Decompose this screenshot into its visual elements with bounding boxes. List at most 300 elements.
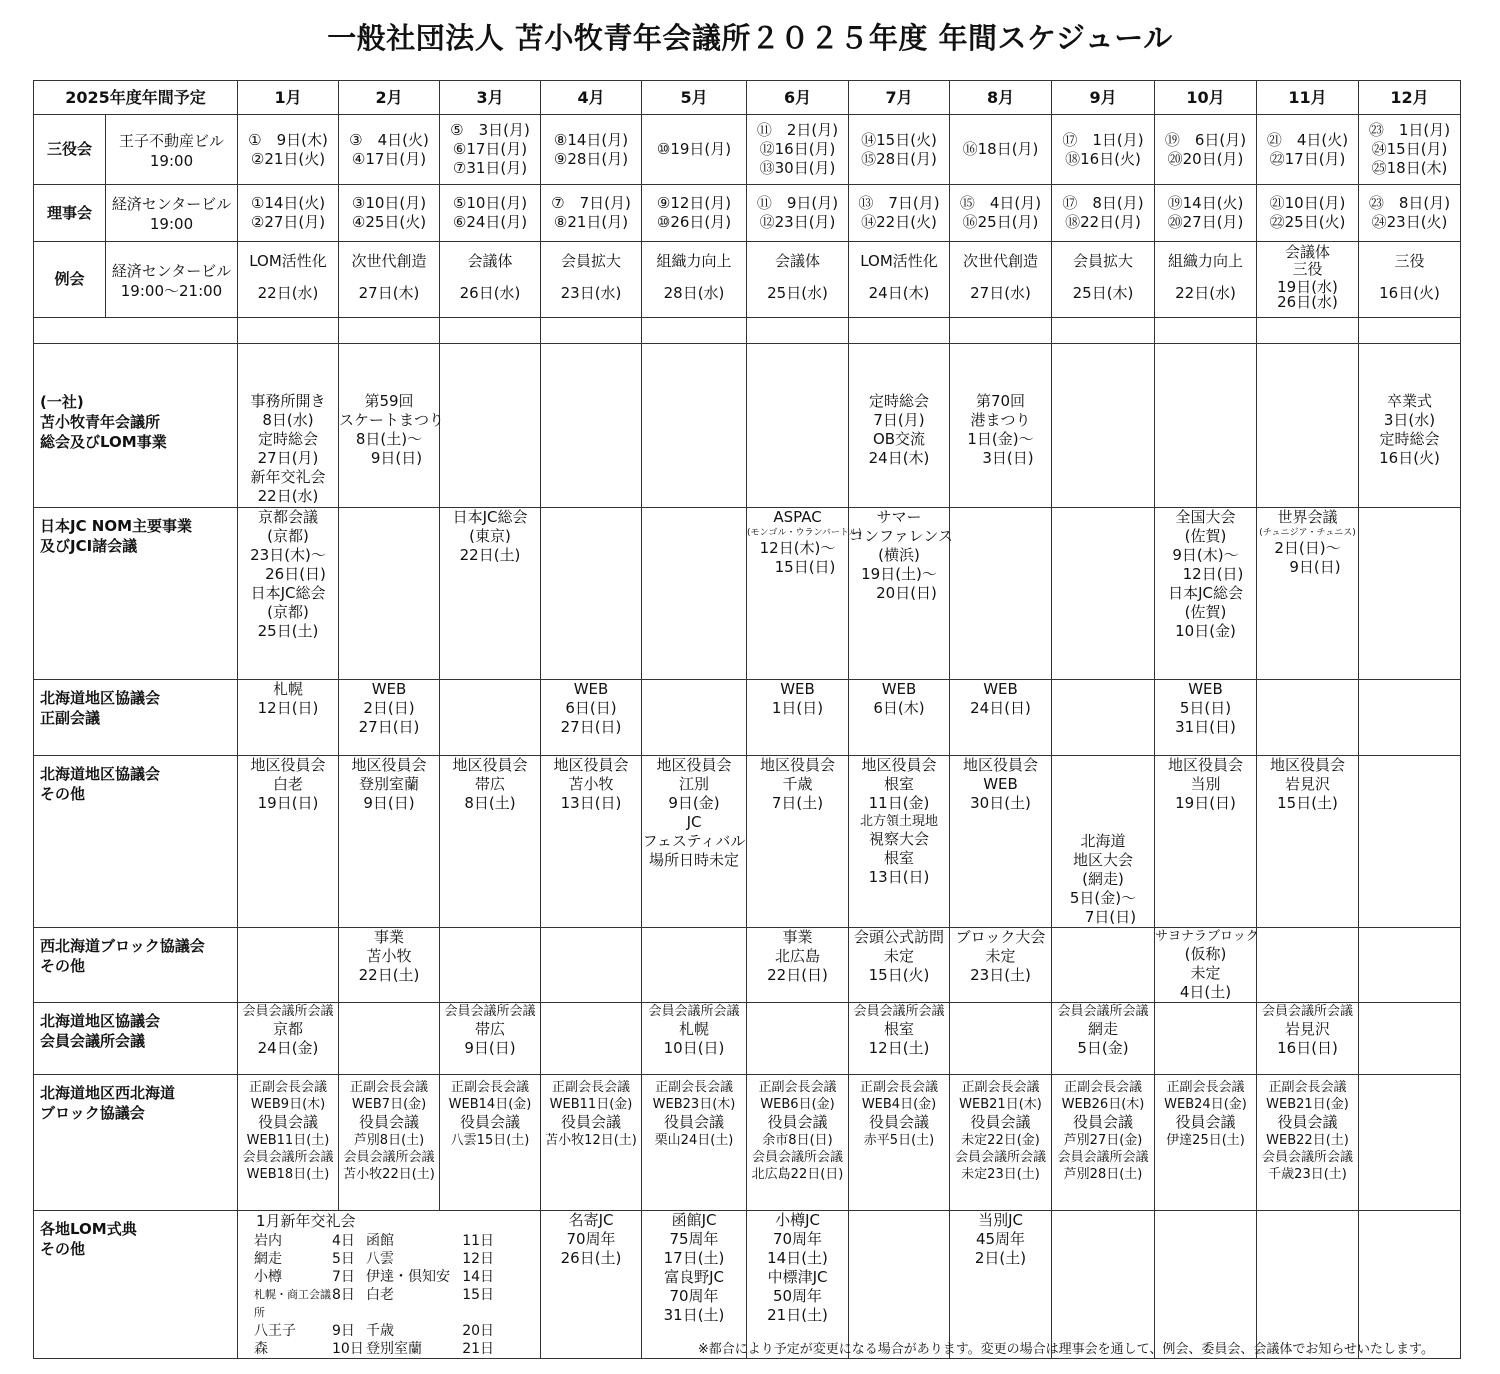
cell-line: 未定 — [884, 947, 915, 965]
reikai-cell — [238, 242, 339, 318]
event-cell — [339, 508, 440, 680]
event-cell — [950, 1075, 1052, 1211]
new-year-entry: 網走 — [254, 1251, 283, 1267]
cell-line: ブロック協議会 — [40, 1104, 145, 1122]
reikai-theme — [642, 242, 746, 280]
cell-line: 地区役員会 — [351, 756, 427, 774]
cell-line: 5日(金)～ — [1069, 889, 1137, 907]
cell-line: 未定 — [985, 947, 1016, 965]
cell-line: 及びJCI諸会議 — [40, 537, 138, 555]
meeting-date-cell — [1359, 115, 1461, 185]
new-year-entry: 千歳 — [366, 1323, 395, 1339]
new-year-entry: 5日 — [332, 1251, 355, 1267]
cell-line: 各地LOM式典 — [40, 1220, 137, 1238]
cell-line: 芦別8日(土) — [353, 1133, 425, 1148]
cell-line: 役員会議 — [1277, 1113, 1338, 1131]
new-year-entry: 21日 — [462, 1341, 495, 1357]
cell-line: 場所日時未定 — [649, 851, 740, 869]
cell-line: 港まつり — [970, 411, 1031, 429]
header-row — [34, 81, 1461, 115]
reikai-theme — [238, 242, 338, 280]
cell-line: 名寄JC — [568, 1211, 614, 1229]
cell-line: 19日(土)～ — [861, 565, 937, 583]
cell-line: 千歳 — [782, 775, 813, 793]
cell-line: 会員会議所会議 — [1262, 1004, 1354, 1019]
empty-cell — [339, 318, 440, 344]
cell-line: 北広島22日(日) — [751, 1167, 844, 1182]
cell-line: 正副会議 — [40, 709, 101, 727]
event-cell — [950, 928, 1052, 1003]
meeting-date-cell — [238, 185, 339, 242]
event-cell — [541, 1075, 642, 1211]
cell-line: 会員会議所会議 — [1057, 1150, 1149, 1165]
event-cell — [541, 508, 642, 680]
reikai-date — [1155, 280, 1256, 303]
cell-line: 9日(木)～ — [1172, 546, 1239, 564]
date-line: 22日(水) — [1175, 284, 1236, 302]
cell-line: 役員会議 — [767, 1113, 828, 1131]
month-header: 10月 — [1155, 81, 1257, 115]
date-line: 25日(木) — [1072, 284, 1134, 302]
theme-line: 組織力向上 — [656, 252, 732, 270]
month-header: 12月 — [1359, 81, 1461, 115]
lom-event-cell — [747, 1211, 849, 1359]
cell-line: ⑥24日(月) — [452, 213, 528, 231]
cell-line: 22日(土) — [358, 966, 420, 984]
cell-line: 正副会長会議 — [655, 1080, 734, 1095]
cell-line: ⑰ 1日(月) — [1062, 130, 1144, 149]
event-cell — [1359, 1075, 1461, 1211]
cell-line: 栗山24日(土) — [654, 1133, 734, 1148]
cell-line: 24日(金) — [257, 1039, 319, 1057]
meeting-date-cell — [950, 115, 1052, 185]
cell-line: 経済センタービル — [111, 195, 232, 213]
event-cell — [238, 344, 339, 508]
row-reikai — [34, 242, 1461, 318]
cell-line: ⑲ 6日(月) — [1164, 130, 1247, 149]
date-line: 28日(水) — [663, 284, 725, 302]
cell-line: 王子不動産ビル — [119, 131, 225, 150]
event-cell — [440, 344, 541, 508]
reikai-date — [238, 280, 338, 303]
event-cell — [1052, 508, 1155, 680]
category-row — [34, 756, 1461, 928]
meeting-date-cell — [339, 185, 440, 242]
cell-line: 15日(火) — [868, 966, 930, 984]
row-label: 例会 — [34, 242, 106, 318]
cell-line: 千歳23日(土) — [1268, 1167, 1347, 1182]
cell-line: 役員会議 — [869, 1113, 930, 1131]
cell-line: ㉕18日(木) — [1371, 159, 1448, 177]
event-cell — [1155, 1075, 1257, 1211]
cell-line: (佐賀) — [1184, 603, 1227, 621]
cell-line: ⑧14日(月) — [553, 130, 629, 149]
cell-line: ⑯25日(月) — [962, 213, 1039, 231]
new-year-entry: 12日 — [462, 1251, 495, 1267]
cell-line: 1日(日) — [771, 699, 824, 717]
cell-line: 北海道地区協議会 — [40, 765, 161, 783]
cell-line: 苫小牧青年会議所 — [40, 413, 161, 431]
empty-cell — [950, 318, 1052, 344]
cell-line: 西北海道ブロック協議会 — [40, 937, 205, 955]
cell-line: WEB — [983, 680, 1018, 698]
event-cell — [1257, 1075, 1359, 1211]
cell-line: 19日(日) — [257, 794, 319, 812]
cell-line: 赤平5日(土) — [863, 1133, 935, 1148]
cell-line: 地区役員会 — [452, 756, 528, 774]
venue-cell — [106, 185, 238, 242]
month-header: 1月 — [238, 81, 339, 115]
event-cell — [1359, 344, 1461, 508]
cell-line: 正副会長会議 — [249, 1080, 328, 1095]
cell-line: 京都会議 — [258, 508, 319, 526]
cell-line: 23日(木)～ — [250, 546, 326, 564]
event-cell — [849, 756, 950, 928]
theme-line: 会議体 — [1285, 243, 1331, 261]
reikai-date — [642, 280, 746, 303]
cell-line: 7日(土) — [771, 794, 824, 812]
cell-line: 苫小牧 — [366, 947, 412, 965]
cell-line: 27日(日) — [560, 718, 622, 736]
cell-line: (仮称) — [1184, 945, 1227, 963]
meeting-date-cell — [747, 185, 849, 242]
event-cell — [849, 1075, 950, 1211]
cell-line: ⑤ 3日(月) — [450, 121, 530, 139]
cell-line: 24日(木) — [868, 449, 930, 467]
category-label — [34, 1075, 238, 1211]
cell-line: ③ 4日(火) — [349, 130, 429, 149]
event-cell — [440, 756, 541, 928]
month-header: 6月 — [747, 81, 849, 115]
cell-line: WEB — [1188, 680, 1223, 698]
meeting-date-cell — [440, 185, 541, 242]
cell-line: WEB14日(金) — [448, 1097, 532, 1112]
cell-line: 事業 — [374, 928, 405, 946]
theme-line: LOM活性化 — [249, 252, 327, 270]
lom-row — [34, 1211, 1461, 1359]
reikai-date — [950, 280, 1051, 303]
event-cell — [339, 1003, 440, 1075]
cell-line: 9日(日) — [355, 449, 423, 467]
date-line: 27日(木) — [358, 284, 420, 302]
event-cell — [747, 928, 849, 1003]
event-cell — [642, 508, 747, 680]
cell-line: 正副会長会議 — [860, 1080, 939, 1095]
reikai-date — [1052, 280, 1154, 303]
cell-line: 15日(土) — [1277, 794, 1338, 812]
cell-line: ⑤10日(月) — [452, 194, 528, 212]
date-line: 25日(水) — [767, 284, 828, 302]
month-header: 9月 — [1052, 81, 1155, 115]
month-header: 8月 — [950, 81, 1052, 115]
cell-line: ⑱22日(月) — [1065, 213, 1141, 231]
reikai-theme — [1155, 242, 1256, 280]
new-year-entry: 八王子 — [254, 1323, 297, 1339]
event-cell — [642, 680, 747, 756]
cell-line: 役員会議 — [258, 1113, 319, 1131]
category-row — [34, 344, 1461, 508]
cell-line: 正副会長会議 — [758, 1080, 837, 1095]
cell-line: 22日(日) — [767, 966, 828, 984]
reikai-theme — [1052, 242, 1154, 280]
theme-line: 次世代創造 — [963, 252, 1039, 270]
cell-line: 北海道地区西北海道 — [40, 1084, 176, 1102]
cell-line: 会員会議所会議 — [242, 1004, 334, 1019]
cell-line: WEB — [371, 680, 407, 698]
cell-line: 世界会議 — [1277, 508, 1338, 526]
cell-line: ⑥17日(月) — [452, 140, 528, 158]
cell-line: ⑳27日(月) — [1167, 213, 1244, 231]
cell-line: ⑪ 2日(月) — [756, 121, 839, 139]
meeting-date-cell — [1257, 185, 1359, 242]
reikai-cell — [1257, 242, 1359, 318]
event-cell — [1052, 344, 1155, 508]
event-cell — [440, 1003, 541, 1075]
cell-line: 日本JC総会 — [1168, 584, 1243, 602]
cell-line: ブロック大会 — [955, 928, 1046, 946]
cell-line: ⑫16日(月) — [759, 140, 836, 158]
meeting-date-cell — [642, 115, 747, 185]
event-cell — [1155, 756, 1257, 928]
category-label — [34, 1003, 238, 1075]
cell-line: 正副会長会議 — [552, 1080, 631, 1095]
cell-line: 新年交礼会 — [250, 468, 326, 486]
empty-cell — [440, 318, 541, 344]
event-cell — [849, 680, 950, 756]
spacer-row — [34, 318, 1461, 344]
cell-line: コンファレンス — [849, 527, 953, 545]
cell-line: 3日(日) — [967, 449, 1034, 467]
empty-cell — [1155, 318, 1257, 344]
cell-line: 帯広 — [475, 775, 506, 793]
cell-line: ②21日(火) — [250, 149, 326, 168]
event-cell — [339, 680, 440, 756]
cell-line: 白老 — [273, 775, 304, 793]
new-year-list — [238, 1232, 540, 1358]
cell-line: (一社) — [40, 393, 84, 411]
date-line: 16日(火) — [1379, 284, 1440, 302]
cell-line: (京都) — [267, 603, 309, 621]
empty-cell — [1052, 318, 1155, 344]
cell-line: 正副会長会議 — [961, 1080, 1040, 1095]
meeting-date-cell — [339, 115, 440, 185]
cell-line: WEB — [780, 680, 815, 698]
cell-line: 正副会長会議 — [350, 1080, 429, 1095]
empty-cell — [34, 318, 238, 344]
event-cell — [1257, 344, 1359, 508]
cell-line: 岩見沢 — [1285, 1020, 1331, 1038]
cell-line: 事業 — [782, 928, 813, 946]
cell-line: 9日(金) — [668, 794, 720, 812]
cell-line: 70周年 — [772, 1230, 823, 1248]
new-year-cell — [238, 1211, 541, 1359]
venue-cell — [106, 115, 238, 185]
new-year-entry: 札幌・商工会議所 — [254, 1288, 332, 1319]
footnote: ※都合により予定が変更になる場合があります。変更の場合は理事会を通して、例会、委員会、会議体でお知らせいたします。 — [697, 1342, 1434, 1357]
cell-line: ASPAC — [773, 508, 822, 526]
cell-line: 役員会議 — [359, 1113, 420, 1131]
cell-line: WEB — [881, 680, 917, 698]
cell-line: その他 — [40, 957, 86, 975]
cell-line: 会頭公式訪問 — [854, 928, 945, 946]
event-cell — [1257, 928, 1359, 1003]
new-year-entry: 15日 — [462, 1287, 495, 1303]
cell-line: 12日(土) — [868, 1039, 930, 1057]
cell-line: ⑯18日(月) — [962, 140, 1039, 158]
reikai-theme — [950, 242, 1051, 280]
event-cell — [1052, 680, 1155, 756]
meeting-date-cell — [849, 115, 950, 185]
cell-line: JC — [686, 813, 702, 831]
new-year-entry: 8日 — [332, 1287, 355, 1303]
theme-line: 次世代創造 — [351, 252, 427, 270]
cell-line: 富良野JC — [664, 1268, 724, 1286]
category-label — [34, 1211, 238, 1359]
cell-line: ⑩26日(月) — [656, 213, 732, 231]
new-year-entry: 9日 — [332, 1323, 355, 1339]
cell-line: 21日(土) — [767, 1306, 828, 1324]
cell-line: その他 — [40, 1240, 86, 1258]
cell-line: 全国大会 — [1175, 508, 1236, 526]
reikai-date — [440, 280, 540, 303]
cell-line: 8日(水) — [262, 411, 314, 429]
meeting-date-cell — [849, 185, 950, 242]
cell-line: 31日(土) — [663, 1306, 725, 1324]
cell-line: 2日(日)～ — [1274, 539, 1341, 557]
cell-line — [1052, 813, 1154, 832]
cell-line: 23日(土) — [970, 966, 1031, 984]
cell-line: ㉒25日(火) — [1269, 213, 1346, 231]
new-year-entry: 14日 — [462, 1269, 495, 1285]
cell-line: 70周年 — [566, 1230, 616, 1248]
event-cell — [642, 1003, 747, 1075]
cell-line: ⑪ 9日(月) — [756, 194, 839, 212]
cell-line: WEB18日(土) — [246, 1167, 330, 1182]
event-cell — [950, 756, 1052, 928]
cell-line: 17日(土) — [663, 1249, 725, 1267]
cell-line: 11日(金) — [868, 794, 930, 812]
date-line: 27日(水) — [970, 284, 1031, 302]
month-header: 7月 — [849, 81, 950, 115]
cell-line: 1日(金)～ — [967, 430, 1034, 448]
cell-line: 26日(日) — [250, 565, 326, 583]
event-cell — [238, 1003, 339, 1075]
lom-event-cell — [1257, 1211, 1359, 1359]
event-cell — [642, 756, 747, 928]
reikai-theme — [440, 242, 540, 280]
reikai-cell — [642, 242, 747, 318]
new-year-title: 1月新年交礼会 — [256, 1212, 356, 1230]
reikai-cell — [1052, 242, 1155, 318]
page-title: 一般社団法人 苫小牧青年会議所２０２５年度 年間スケジュール — [327, 21, 1173, 55]
empty-cell — [747, 318, 849, 344]
cell-line: (佐賀) — [1184, 527, 1227, 545]
cell-line: ①14日(火) — [250, 194, 326, 212]
cell-line: 45周年 — [975, 1230, 1026, 1248]
row-label: 理事会 — [34, 185, 106, 242]
cell-line: 北海道地区協議会 — [40, 1012, 161, 1030]
lom-event-cell — [1155, 1211, 1257, 1359]
event-cell — [747, 1075, 849, 1211]
cell-line: (チュニジア・チュニス) — [1259, 528, 1356, 538]
event-cell — [642, 344, 747, 508]
cell-line: 事務所開き — [250, 392, 326, 410]
event-cell — [541, 344, 642, 508]
cell-line: 地区役員会 — [861, 756, 937, 774]
cell-line: 26日(土) — [560, 1249, 622, 1267]
cell-line: ㉔15日(月) — [1371, 140, 1448, 158]
meeting-date-cell — [747, 115, 849, 185]
cell-line: 根室 — [884, 1020, 915, 1038]
cell-line: 北方領土現地 — [860, 814, 939, 829]
event-cell — [642, 928, 747, 1003]
reikai-date — [541, 280, 641, 303]
event-cell — [849, 344, 950, 508]
meeting-date-cell — [1257, 115, 1359, 185]
cell-line: 定時総会 — [1379, 430, 1440, 448]
event-cell — [541, 756, 642, 928]
cell-line: 20日(日) — [861, 584, 937, 602]
cell-line: 19日(日) — [1175, 794, 1236, 812]
venue-cell — [106, 242, 238, 318]
event-cell — [339, 756, 440, 928]
empty-cell — [1359, 318, 1461, 344]
cell-line: 第59回 — [364, 392, 414, 410]
lom-event-cell — [642, 1211, 747, 1359]
cell-line: 2日(日) — [363, 699, 415, 717]
new-year-entry: 函館 — [366, 1233, 395, 1249]
new-year-entry: 登別室蘭 — [366, 1341, 423, 1357]
theme-line: 三役 — [1394, 252, 1425, 270]
reikai-cell — [747, 242, 849, 318]
cell-line: 会員会議所会議 — [1262, 1150, 1354, 1165]
event-cell — [238, 756, 339, 928]
cell-line: 6日(木) — [873, 699, 925, 717]
category-row — [34, 680, 1461, 756]
cell-line: OB交流 — [872, 430, 926, 448]
new-year-entry: 八雲 — [366, 1251, 395, 1267]
event-cell — [238, 1075, 339, 1211]
new-year-entry: 11日 — [462, 1233, 495, 1249]
cell-line — [1052, 756, 1154, 775]
cell-line: 地区役員会 — [1270, 756, 1346, 774]
cell-line: 役員会議 — [460, 1113, 521, 1131]
cell-line: 当別JC — [978, 1211, 1023, 1229]
cell-line: 余市8日(日) — [762, 1133, 833, 1148]
cell-line: 10日(金) — [1175, 622, 1236, 640]
cell-line: ㉓ 8日(月) — [1368, 194, 1451, 212]
cell-line: 函館JC — [671, 1211, 717, 1229]
schedule-table — [33, 80, 1461, 1359]
event-cell — [440, 928, 541, 1003]
cell-line: 岩見沢 — [1285, 775, 1331, 793]
cell-line: 4日(土) — [1179, 983, 1232, 1001]
cell-line: (網走) — [1082, 870, 1124, 888]
cell-line: ⑭22日(火) — [861, 213, 937, 231]
event-cell — [1257, 508, 1359, 680]
cell-line: WEB9日(木) — [250, 1097, 326, 1112]
event-cell — [849, 1003, 950, 1075]
row-rijikai — [34, 185, 1461, 242]
cell-line: ① 9日(木) — [248, 130, 328, 149]
cell-line: 未定 — [1190, 964, 1221, 982]
cell-line: 13日(日) — [868, 868, 930, 886]
cell-line: 2日(土) — [974, 1249, 1027, 1267]
category-row — [34, 928, 1461, 1003]
cell-line: 江別 — [679, 775, 710, 793]
new-year-entry: 10日 — [332, 1341, 364, 1357]
cell-line: 当別 — [1190, 775, 1221, 793]
